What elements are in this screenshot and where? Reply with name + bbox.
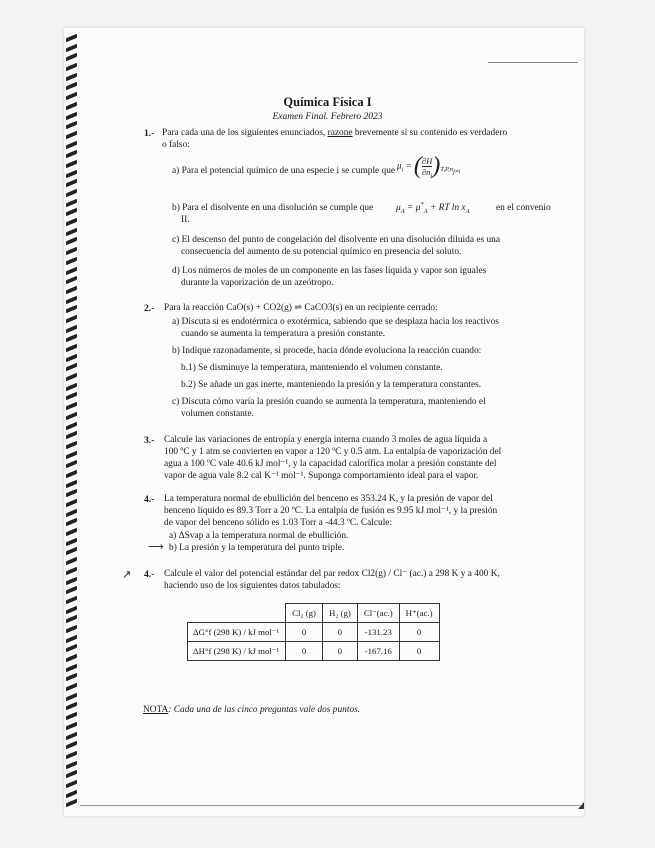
row-label: ΔH°f (298 K) / kJ mol⁻¹ — [188, 642, 286, 661]
table-cell: 0 — [286, 642, 323, 661]
q2-intro: Para la reacción CaO(s) + CO2(g) ⇌ CaCO3(s) en un recipiente cerrado: — [164, 303, 438, 313]
thermo-data-table — [187, 603, 440, 661]
q3-line1: Calcule las variaciones de entropía y energía interna cuando 3 moles de agua líquida a — [164, 435, 488, 445]
q1-b-line2: II. — [181, 215, 190, 225]
table-header: Cl₂ (g) — [286, 604, 323, 623]
q4a-line1: La temperatura normal de ebullición del benceno es 353.24 K, y la presión de vapor del — [164, 494, 493, 504]
exam-subtitle: Examen Final. Febrero 2023 — [272, 112, 383, 122]
q1-intro-line2: o falso: — [162, 140, 190, 150]
table-header-row — [188, 604, 440, 623]
q2-a-line2: cuando se aumenta la temperatura a presión constante. — [181, 329, 386, 339]
spiral-binding — [66, 36, 80, 806]
table-header: H⁺(ac.) — [399, 604, 439, 623]
q1-b-formula: $\mu_A = \mu^*_A$ + RT $\ln x_A$ — [396, 200, 470, 215]
q1-c-line2: consecuencia del aumento de su potencial químico en presencia del soluto. — [181, 247, 462, 257]
q2-c-line2: volumen constante. — [181, 409, 254, 419]
q4b-line2: haciendo uso de los siguientes datos tabulados: — [164, 581, 341, 591]
paper-edge-bottom — [80, 805, 580, 806]
table-corner — [188, 604, 286, 623]
q2-b1: b.1) Se disminuye la temperatura, manteniendo el volumen constante. — [181, 363, 443, 373]
q3-line2: 100 ºC y 1 atm se convierten en vapor a 120 ºC y 0.5 atm. La entalpía de vaporización del — [164, 447, 502, 457]
table-cell: -167.16 — [357, 642, 399, 661]
q4b-line1: Calcule el valor del potencial estándar del par redox Cl2(g) / Cl⁻ (ac.) a 298 K y a 400 K, — [164, 569, 500, 579]
handwritten-arrow-icon: ⟶ — [148, 540, 164, 553]
q2-a-line1: a) Discuta si es endotérmica o exotérmica, sabiendo que se desplaza hacia los reactivos — [172, 317, 499, 327]
q4b-number: 4.- — [144, 569, 155, 580]
q1-c-line1: c) El descenso del punto de congelación del disolvente en una disolución diluida es una — [172, 235, 501, 245]
nota-footer: NOTA: Cada una de las cinco preguntas vale dos puntos. — [143, 705, 361, 715]
q3-line3: agua a 100 ºC vale 40.6 kJ mol⁻¹, y la capacidad calorífica molar a presión constante del — [164, 459, 497, 469]
exam-title: Química Física I — [283, 95, 372, 109]
table-cell: -131.23 — [357, 623, 399, 642]
table-cell: 0 — [322, 623, 357, 642]
q4a-a: a) ΔSvap a la temperatura normal de ebullición. — [169, 531, 349, 541]
q4a-line2: benceno líquido es 89.3 Torr a 20 ºC. La entalpía de fusión es 9.95 kJ mol⁻¹, y la presión — [164, 506, 498, 516]
paper-edge-top — [488, 62, 578, 63]
q1-intro-line1: Para cada una de los siguientes enunciados, razone brevemente si su contenido es verdadero — [162, 128, 508, 138]
q2-number: 2.- — [144, 303, 155, 314]
q2-b2: b.2) Se añade un gas inerte, manteniendo la presión y la temperatura constantes. — [181, 380, 482, 390]
q1-a: a) Para el potencial químico de una especie i se cumple que — [172, 166, 396, 176]
table-cell: 0 — [399, 623, 439, 642]
q1-d-line2: durante la vaporización de un azeótropo. — [181, 278, 334, 288]
q4a-number: 4.- — [144, 494, 155, 505]
q3-line4: vapor de agua vale 8.2 cal K⁻¹ mol⁻¹. Suponga comportamiento ideal para el vapor. — [164, 471, 479, 481]
table-cell: 0 — [399, 642, 439, 661]
table-cell: 0 — [286, 623, 323, 642]
q1-a-formula: $\mu_i$ = ( $\frac{\partial H}{\partial n_i}$ )$_{T,P,n_{j\ne i}}$ — [397, 152, 461, 180]
table-row — [188, 623, 440, 642]
q1-b-line1: b) Para el disolvente en una disolución se cumple que — [172, 203, 374, 213]
q1-b-line1-end: en el convenio — [496, 203, 551, 213]
corner-mark — [578, 802, 584, 809]
table-cell: 0 — [322, 642, 357, 661]
handwritten-arrow-icon: ↗ — [122, 568, 132, 581]
q2-b: b) Indique razonadamente, si procede, hacia dónde evoluciona la reacción cuando: — [172, 346, 482, 356]
row-label: ΔG°f (298 K) / kJ mol⁻¹ — [188, 623, 286, 642]
q4a-b: b) La presión y la temperatura del punto triple. — [169, 543, 345, 553]
table-row — [188, 642, 440, 661]
table-header: H₂ (g) — [322, 604, 357, 623]
q1-d-line1: d) Los números de moles de un componente en las fases líquida y vapor son iguales — [172, 266, 487, 276]
q3-number: 3.- — [144, 435, 155, 446]
q1-number: 1.- — [144, 128, 155, 139]
q4a-line3: de vapor del benceno sólido es 1.03 Torr a -44.3 ºC. Calcule: — [164, 518, 393, 528]
table-header: Cl⁻(ac.) — [357, 604, 399, 623]
paper-sheet — [64, 28, 584, 816]
q2-c-line1: c) Discuta cómo varía la presión cuando se aumenta la temperatura, manteniendo el — [172, 397, 486, 407]
